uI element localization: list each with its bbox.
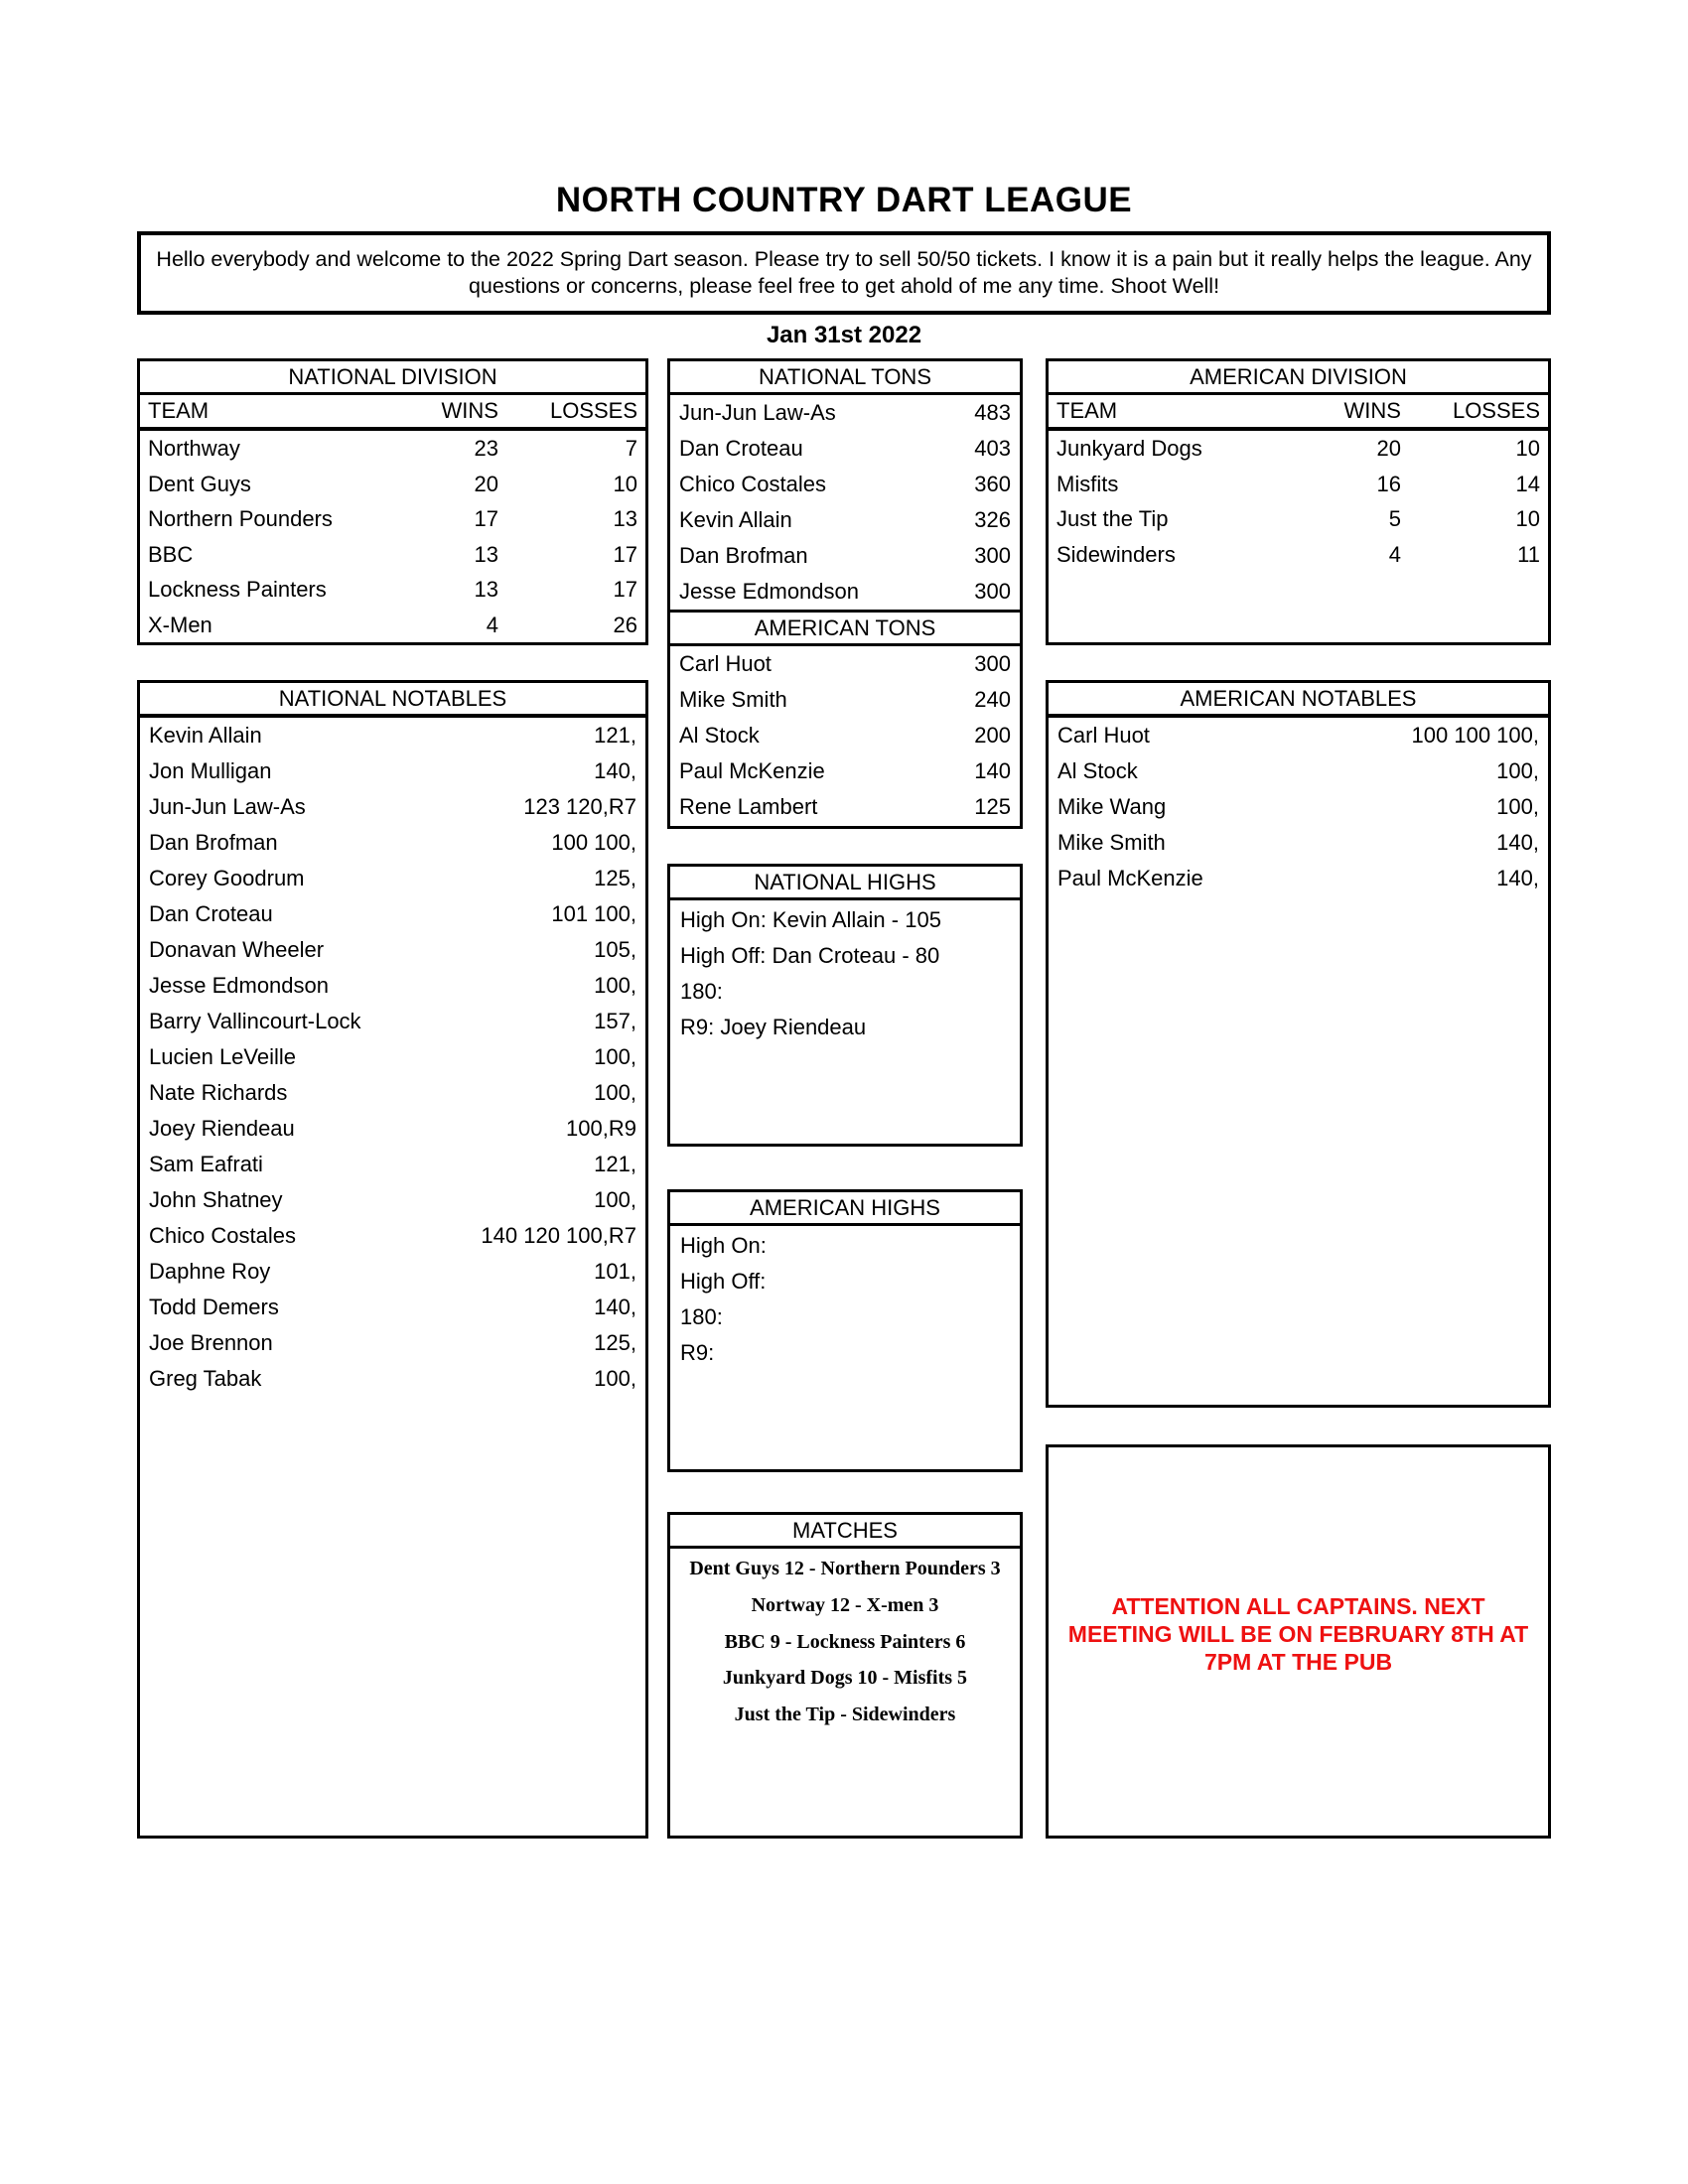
player-name: Lucien LeVeille [149,1044,297,1069]
player-name: Chico Costales [149,1223,296,1248]
list-item [670,789,1020,825]
player-value: 121, [594,1152,636,1176]
highs-body [670,900,1020,1047]
wins-cell: 4 [1388,541,1401,567]
american-notables-table [1046,680,1551,1408]
table-title: NATIONAL NOTABLES [140,683,645,718]
team-cell: Northern Pounders [148,506,333,531]
player-name: Kevin Allain [679,507,792,532]
player-value: 483 [974,400,1011,425]
player-name: Al Stock [1057,758,1138,783]
national-notables-table [137,680,648,1839]
player-name: Carl Huot [1057,723,1150,748]
list-item [1049,825,1548,861]
list-item [140,1039,645,1075]
player-name: Jesse Edmondson [679,579,859,604]
wins-cell: 13 [474,541,498,567]
player-name: Jon Mulligan [149,758,272,783]
losses-cell: 14 [1515,471,1540,496]
player-value: 100 100 100, [1411,723,1539,748]
list-item [670,431,1020,467]
list-item [1049,718,1548,753]
player-value: 240 [974,687,1011,712]
list-item [670,538,1020,574]
player-name: Daphne Roy [149,1259,271,1284]
table-row [140,572,645,608]
table-title: MATCHES [670,1515,1020,1549]
highs-line: R9: Joey Riendeau [680,1015,867,1039]
table-title: AMERICAN DIVISION [1049,361,1548,395]
player-value: 140 [974,758,1011,783]
attention-box [1046,1444,1551,1839]
player-name: Jesse Edmondson [149,973,329,998]
player-value: 100,R9 [566,1116,636,1141]
player-name: Dan Croteau [679,436,803,461]
list-item [140,789,645,825]
player-name: Mike Wang [1057,794,1167,819]
highs-line: High Off: [680,1269,767,1294]
player-name: Joey Riendeau [149,1116,295,1141]
player-value: 300 [974,543,1011,568]
losses-cell: 17 [613,541,637,567]
column-header-row [140,395,645,431]
american-division-table [1046,358,1551,645]
player-value: 125, [594,866,636,890]
wins-cell: 16 [1376,471,1401,496]
team-cell: X-Men [148,612,212,637]
matches-body [670,1549,1020,1733]
column-header-row [1049,395,1548,431]
list-item [140,1111,645,1147]
player-value: 200 [974,723,1011,748]
list-item [670,574,1020,610]
player-name: Joe Brennon [149,1330,273,1355]
losses-cell: 17 [613,577,637,602]
page-title: NORTH COUNTRY DART LEAGUE [555,181,1133,219]
player-value: 121, [594,723,636,748]
player-value: 140 120 100,R7 [481,1223,636,1248]
player-name: Donavan Wheeler [149,937,325,962]
column-header-wins: WINS [441,398,498,423]
list-item [140,1361,645,1397]
player-name: Mike Smith [679,687,787,712]
player-name: Jun-Jun Law-As [149,794,306,819]
list-item [140,896,645,932]
table-row [1049,431,1548,467]
list-item [140,753,645,789]
list-item [140,861,645,896]
player-value: 100, [594,1366,636,1391]
player-name: John Shatney [149,1187,283,1212]
match-line: BBC 9 - Lockness Painters 6 [724,1630,966,1653]
wins-cell: 23 [474,436,498,461]
list-item [670,395,1020,431]
tons-table [667,358,1023,829]
player-name: Carl Huot [679,651,772,676]
player-value: 101 100, [551,901,636,926]
player-value: 101, [594,1259,636,1284]
player-name: Corey Goodrum [149,866,305,890]
list-item [670,502,1020,538]
list-item [670,646,1020,682]
losses-cell: 13 [613,506,637,531]
table-row [140,608,645,643]
losses-cell: 11 [1517,541,1540,567]
player-value: 100, [1496,758,1539,783]
report-date: Jan 31st 2022 [766,322,922,348]
table-row [140,431,645,467]
team-cell: BBC [148,541,194,567]
list-item [670,682,1020,718]
highs-line: High On: Kevin Allain - 105 [680,907,941,932]
team-cell: Junkyard Dogs [1056,436,1202,461]
player-name: Barry Vallincourt-Lock [149,1009,361,1033]
table-title: NATIONAL DIVISION [140,361,645,395]
matches-box [667,1512,1023,1839]
player-name: Dan Brofman [679,543,808,568]
list-item [140,1218,645,1254]
player-value: 105, [594,937,636,962]
list-item [140,1325,645,1361]
list-item [140,1254,645,1290]
player-value: 100, [1496,794,1539,819]
list-item [140,1075,645,1111]
team-cell: Northway [148,436,240,461]
player-name: Nate Richards [149,1080,288,1105]
player-name: Kevin Allain [149,723,262,748]
player-name: Sam Eafrati [149,1152,263,1176]
list-item [140,1004,645,1039]
player-value: 300 [974,651,1011,676]
player-value: 300 [974,579,1011,604]
table-row [1049,537,1548,573]
player-name: Chico Costales [679,472,826,496]
player-name: Rene Lambert [679,794,818,819]
list-item [140,1147,645,1182]
table-title: AMERICAN NOTABLES [1049,683,1548,718]
wins-cell: 20 [1376,436,1401,461]
player-value: 140, [1496,830,1539,855]
table-row [140,467,645,502]
list-item [1049,753,1548,789]
column-header-wins: WINS [1343,398,1401,423]
player-name: Dan Croteau [149,901,273,926]
match-line: Just the Tip - Sidewinders [734,1704,956,1726]
match-line: Junkyard Dogs 10 - Misfits 5 [722,1667,968,1690]
table-title: AMERICAN HIGHS [670,1192,1020,1226]
column-header-team: TEAM [1056,398,1118,423]
player-name: Greg Tabak [149,1366,262,1391]
losses-cell: 26 [613,612,637,637]
american-highs-box [667,1189,1023,1472]
highs-line: 180: [680,1304,723,1329]
player-value: 157, [594,1009,636,1033]
wins-cell: 20 [474,471,498,496]
list-item [140,1182,645,1218]
team-cell: Sidewinders [1056,541,1176,567]
team-cell: Dent Guys [148,471,251,496]
attention-note: ATTENTION ALL CAPTAINS. NEXT MEETING WILL BE ON FEBRUARY 8TH AT 7PM AT THE PUB [1067,1592,1529,1675]
team-cell: Just the Tip [1056,506,1169,531]
team-cell: Misfits [1056,471,1119,496]
highs-body [670,1226,1020,1373]
list-item [670,718,1020,753]
table-row [140,501,645,537]
player-value: 403 [974,436,1011,461]
player-value: 326 [974,507,1011,532]
table-row [1049,501,1548,537]
player-name: Paul McKenzie [679,758,825,783]
match-line: Dent Guys 12 - Northern Pounders 3 [689,1558,1001,1579]
highs-line: R9: [680,1340,715,1365]
player-value: 140, [594,1295,636,1319]
highs-line: 180: [680,979,723,1004]
column-header-losses: LOSSES [549,398,637,423]
player-value: 125, [594,1330,636,1355]
list-item [670,753,1020,789]
welcome-note: Hello everybody and welcome to the 2022 Spring Dart season. Please try to sell 50/50 tickets. I know it is a pain but it really helps the league. Any questions or concerns, please feel free to get ahold of me any time. Shoot Well! [156,247,1532,298]
team-cell: Lockness Painters [148,577,327,602]
player-value: 140, [1496,866,1539,890]
player-value: 140, [594,758,636,783]
national-division-table [137,358,648,645]
notables-list [140,718,645,1397]
list-item [1049,789,1548,825]
player-name: Paul McKenzie [1057,866,1203,890]
player-name: Todd Demers [149,1295,279,1319]
player-value: 360 [974,472,1011,496]
player-name: Mike Smith [1057,830,1166,855]
player-value: 100, [594,973,636,998]
list-item [140,932,645,968]
wins-cell: 5 [1388,506,1401,531]
welcome-note-box [137,231,1551,315]
losses-cell: 7 [625,436,637,461]
list-item [140,1290,645,1325]
player-value: 100 100, [551,830,636,855]
column-header-losses: LOSSES [1452,398,1540,423]
wins-cell: 17 [474,506,498,531]
table-title: AMERICAN TONS [670,610,1020,646]
column-header-team: TEAM [148,398,210,423]
player-value: 100, [594,1044,636,1069]
list-item [140,718,645,753]
player-name: Dan Brofman [149,830,278,855]
list-item [1049,861,1548,896]
list-item [670,467,1020,502]
table-row [140,537,645,573]
highs-line: High On: [680,1233,767,1258]
wins-cell: 4 [486,612,498,637]
wins-cell: 13 [474,577,498,602]
player-name: Al Stock [679,723,760,748]
national-highs-box [667,864,1023,1147]
table-title: NATIONAL TONS [670,361,1020,395]
losses-cell: 10 [1515,436,1540,461]
player-value: 100, [594,1080,636,1105]
highs-line: High Off: Dan Croteau - 80 [680,943,940,968]
list-item [140,968,645,1004]
table-title: NATIONAL HIGHS [670,867,1020,900]
losses-cell: 10 [613,471,637,496]
table-row [1049,467,1548,502]
list-item [140,825,645,861]
player-value: 125 [974,794,1011,819]
player-value: 100, [594,1187,636,1212]
player-value: 123 120,R7 [523,794,636,819]
match-line: Nortway 12 - X-men 3 [751,1593,939,1616]
player-name: Jun-Jun Law-As [679,400,836,425]
losses-cell: 10 [1515,506,1540,531]
